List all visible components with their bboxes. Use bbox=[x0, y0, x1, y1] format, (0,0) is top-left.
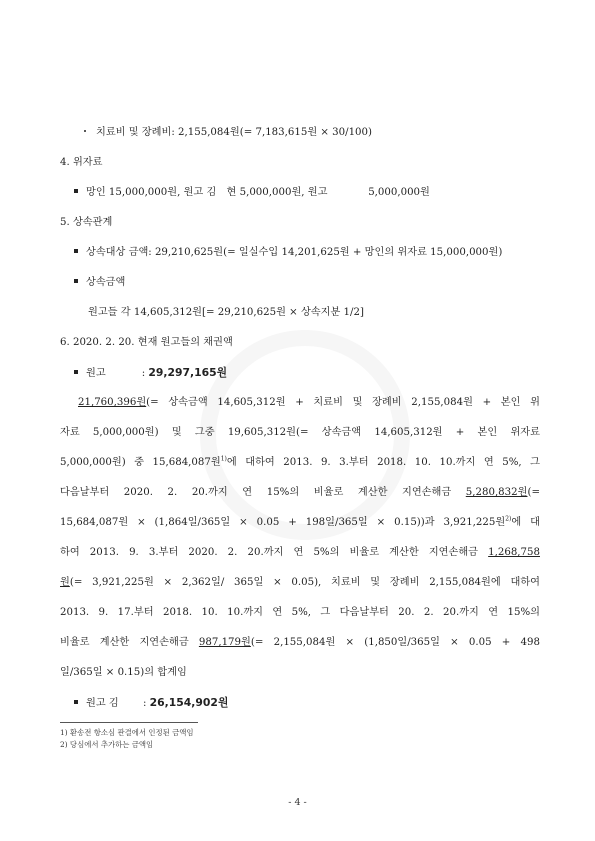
para-line-4: 다음날부터 2020. 2. 20.까지 연 15%의 비율로 계산한 지연손해금 5,280,832원(= bbox=[60, 487, 540, 498]
square-bullet-icon bbox=[74, 279, 78, 283]
square-bullet-icon bbox=[74, 700, 78, 704]
list-item-medical-funeral: 치료비 및 장례비: 2,155,084원(= 7,183,615원 × 30/100) bbox=[84, 126, 372, 140]
list-item-plaintiff-2: 원고 김 : 26,154,902원 bbox=[74, 696, 228, 711]
footnote-divider bbox=[60, 722, 198, 723]
footnote-2: 2) 당심에서 추가하는 금액임 bbox=[60, 740, 154, 749]
page-number: - 4 - bbox=[288, 797, 307, 808]
para-line-9: 비율로 계산한 지연손해금 987,179원(= 2,155,084원 × (1,850일/365일 × 0.05 + 498 bbox=[60, 637, 540, 648]
para-line-3: 5,000,000원) 중 15,684,087원$^{1)}$에 대하여 2013. 9. 3.부터 2018. 10. 10.까지 연 5%, 그 bbox=[60, 455, 540, 468]
list-item-plaintiff-1: 원고 : 29,297,165원 bbox=[74, 366, 227, 381]
para-line-2: 자료 5,000,000원) 및 그중 19,605,312원(= 상속금액 14,605,312원 + 본인 위자료 bbox=[60, 427, 540, 438]
section-heading-claims: 6. 2020. 2. 20. 현재 원고들의 채권액 bbox=[60, 337, 233, 348]
footnote-ref-1: 1) bbox=[220, 455, 227, 463]
footnote-ref-2: 2) bbox=[505, 515, 512, 523]
inheritance-detail: 원고들 각 14,605,312원[= 29,210,625원 × 상속지분 1/2] bbox=[88, 307, 364, 318]
dot-bullet-icon bbox=[84, 130, 86, 132]
list-item-inheritance-amount: 상속금액 bbox=[74, 276, 125, 290]
para-line-8: 2013. 9. 17.부터 2018. 10. 10.까지 연 5%, 그 다음날부터 20. 2. 20.까지 연 15%의 bbox=[60, 607, 540, 618]
footnote-1: 1) 환송전 항소심 판결에서 인정된 금액임 bbox=[60, 728, 194, 737]
para-line-7: 원(= 3,921,225원 × 2,362일/ 365일 × 0.05), 치료비 및 장례비 2,155,084원에 대하여 bbox=[60, 577, 540, 588]
square-bullet-icon bbox=[74, 249, 78, 253]
list-item-inheritance-target: 상속대상 금액: 29,210,625원(= 일실수입 14,201,625원 + 망인의 위자료 15,000,000원) bbox=[74, 246, 502, 260]
square-bullet-icon bbox=[74, 189, 78, 193]
para-line-5: 15,684,087원 × (1,864일/365일 × 0.05 + 198일/365일 × 0.15))과 3,921,225원$^{2)}$에 대 bbox=[60, 515, 541, 528]
list-item-consolation: 망인 15,000,000원, 원고 김 현 5,000,000원, 원고 5,000,000원 bbox=[74, 186, 430, 200]
para-line-10: 일/365일 × 0.15)의 합계임 bbox=[60, 667, 187, 678]
para-line-6: 하여 2013. 9. 3.부터 2020. 2. 20.까지 연 5%의 비율로 계산한 지연손해금 1,268,758 bbox=[60, 547, 540, 558]
para-line-1: 21,760,396원(= 상속금액 14,605,312원 + 치료비 및 장례비 2,155,084원 + 본인 위 bbox=[78, 397, 540, 408]
square-bullet-icon bbox=[74, 370, 78, 374]
section-heading-inheritance: 5. 상속관계 bbox=[60, 217, 113, 228]
section-heading-consolation: 4. 위자료 bbox=[60, 157, 103, 168]
